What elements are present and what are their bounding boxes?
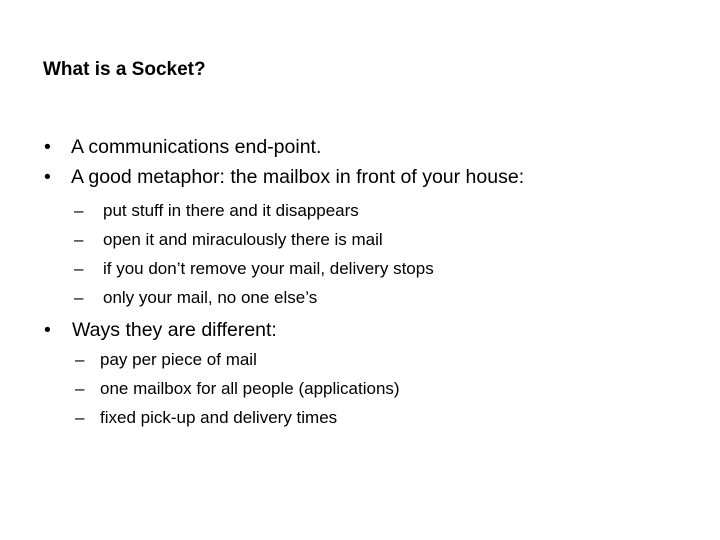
- sub-bullet-text: pay per piece of mail: [100, 350, 257, 369]
- sub-bullet-marker: –: [74, 259, 84, 278]
- sub-bullet-marker: –: [75, 408, 85, 427]
- sub-bullet-text: put stuff in there and it disappears: [103, 201, 359, 220]
- sub-bullet-text: if you don’t remove your mail, delivery stops: [103, 259, 434, 278]
- bullet-marker: •: [44, 136, 51, 158]
- bullet-marker: •: [44, 166, 51, 188]
- slide-title: What is a Socket?: [43, 59, 206, 80]
- bullet-marker: •: [44, 319, 51, 341]
- sub-bullet-marker: –: [75, 350, 85, 369]
- sub-bullet-marker: –: [74, 230, 84, 249]
- sub-bullet-marker: –: [75, 379, 85, 398]
- bullet-text: Ways they are different:: [72, 319, 277, 341]
- sub-bullet-marker: –: [74, 288, 84, 307]
- bullet-text: A good metaphor: the mailbox in front of your house:: [71, 166, 525, 188]
- sub-bullet-marker: –: [74, 201, 84, 220]
- sub-bullet-text: one mailbox for all people (applications): [100, 379, 400, 398]
- bullet-text: A communications end-point.: [71, 136, 322, 158]
- sub-bullet-text: open it and miraculously there is mail: [103, 230, 383, 249]
- sub-bullet-text: fixed pick-up and delivery times: [100, 408, 338, 427]
- sub-bullet-text: only your mail, no one else’s: [103, 288, 318, 307]
